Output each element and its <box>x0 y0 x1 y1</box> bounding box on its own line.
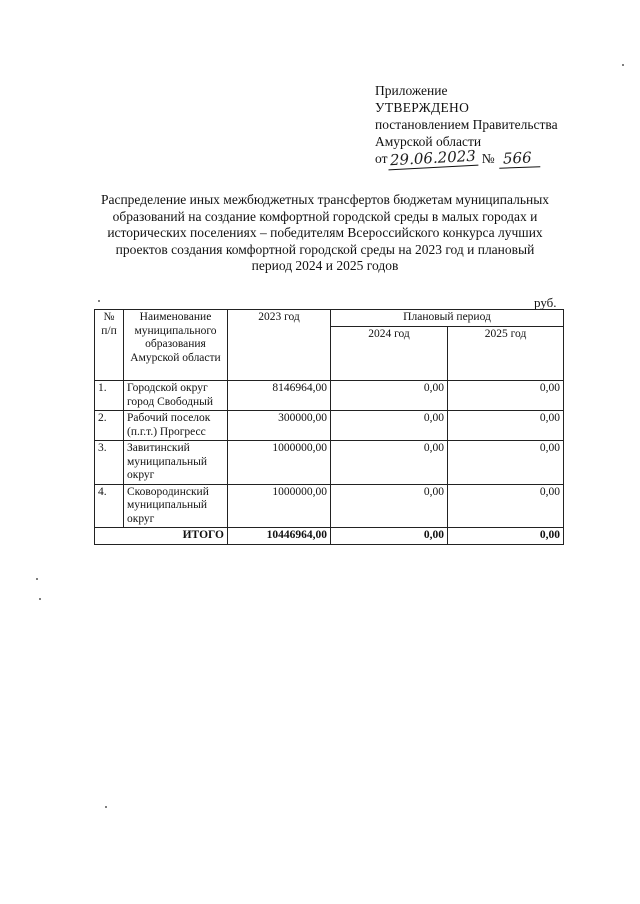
title-line: образований на создание комфортной городской среды в малых городах и <box>112 208 538 224</box>
title-line: исторических поселениях – победителям Всероссийского конкурса лучших <box>107 225 543 241</box>
row-2025: 0,00 <box>448 484 564 528</box>
table-row <box>95 484 564 528</box>
row-name: Рабочий поселок (п.г.т.) Прогресс <box>124 411 228 441</box>
row-2023: 1000000,00 <box>228 484 331 528</box>
header-2025: 2025 год <box>448 327 564 381</box>
row-num: 4. <box>95 484 124 528</box>
row-name: Городской округ город Свободный <box>124 381 228 411</box>
title-line: Распределение иных межбюджетных трансфертов бюджетам муниципальных <box>100 192 550 207</box>
row-2025: 0,00 <box>448 381 564 411</box>
total-row <box>95 528 564 545</box>
row-2025: 0,00 <box>448 441 564 485</box>
header-2023: 2023 год <box>228 310 331 381</box>
total-2023: 10446964,00 <box>228 528 331 545</box>
row-name: Сковородинский муниципальный округ <box>124 484 228 528</box>
header-2024: 2024 год <box>331 327 448 381</box>
table-row <box>95 441 564 485</box>
row-num: 3. <box>95 441 124 485</box>
row-2024: 0,00 <box>331 484 448 528</box>
date-prefix: от <box>375 151 388 166</box>
approval-date-number <box>375 146 539 170</box>
header-name: Наименование муниципального образования Амурской области <box>124 310 228 381</box>
number-sign: № <box>481 151 495 166</box>
row-2025: 0,00 <box>448 411 564 441</box>
row-2023: 300000,00 <box>228 411 331 441</box>
scan-speck <box>36 578 38 580</box>
approval-approved: УТВЕРЖДЕНО <box>375 100 470 115</box>
scan-speck <box>622 64 624 66</box>
approval-resolution: постановлением Правительства <box>375 117 558 132</box>
approval-region: Амурской области <box>375 134 482 149</box>
row-2024: 0,00 <box>331 411 448 441</box>
total-label: ИТОГО <box>95 528 228 545</box>
scan-speck <box>98 300 100 302</box>
row-2023: 1000000,00 <box>228 441 331 485</box>
scan-speck <box>105 806 107 808</box>
header-num: № п/п <box>95 310 124 381</box>
row-name: Завитинский муниципальный округ <box>124 441 228 485</box>
header-plan-period: Плановый период <box>331 310 564 327</box>
header-row <box>95 310 564 327</box>
document-title <box>90 192 560 275</box>
transfers-table <box>94 309 564 545</box>
table-row <box>95 381 564 411</box>
approval-appendix: Приложение <box>375 83 448 98</box>
handwritten-number: 566 <box>498 149 539 168</box>
approval-block <box>375 82 558 168</box>
row-num: 1. <box>95 381 124 411</box>
total-2024: 0,00 <box>331 528 448 545</box>
row-num: 2. <box>95 411 124 441</box>
handwritten-date: 29.06.2023 <box>388 148 479 171</box>
row-2023: 8146964,00 <box>228 381 331 411</box>
title-line: период 2024 и 2025 годов <box>251 258 399 274</box>
table-row <box>95 411 564 441</box>
scan-speck <box>39 598 41 600</box>
row-2024: 0,00 <box>331 381 448 411</box>
total-2025: 0,00 <box>448 528 564 545</box>
title-line: проектов создания комфортной городской среды на 2023 год и плановый <box>115 241 535 257</box>
currency-unit: руб. <box>534 295 557 310</box>
row-2024: 0,00 <box>331 441 448 485</box>
